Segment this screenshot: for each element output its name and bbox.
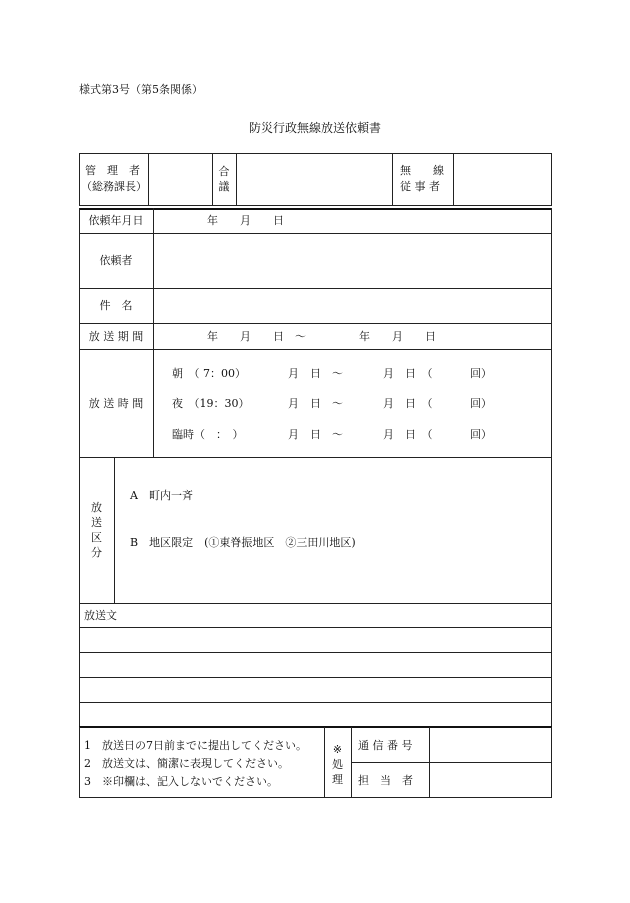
consult-seal-box[interactable] [237,154,392,205]
requester-field[interactable] [154,234,551,288]
period-from: 年 月 日 ～ [207,330,306,343]
period-label: 放 送 期 間 [88,330,144,343]
time-count: 回） [470,367,492,380]
time-count: 回） [470,428,492,441]
subject-label: 件 名 [99,299,133,312]
time-slot: 夜 （19：30） [172,397,250,410]
comm-number-field[interactable] [430,728,551,762]
time-count: 回） [470,397,492,410]
operator-label: 無 線 [400,164,444,177]
person-field[interactable] [430,763,551,797]
requester-label: 依頼者 [99,254,133,267]
note-3: 3 ※印欄は、記入しないでください。 [84,775,278,788]
category-label: 放 送 区 分 [91,501,102,559]
category-option-a[interactable]: A 町内一斉 [130,489,193,502]
request-date-value: 年 月 日 [207,214,284,227]
time-to: 月 日 （ [383,367,433,380]
time-label: 放 送 時 間 [88,397,144,410]
manager-sublabel: （総務課長） [81,180,147,193]
operator-sublabel: 従 事 者 [400,180,440,193]
note-1: 1 放送日の7日前までに提出してください。 [84,739,307,752]
time-slot: 朝 （ 7：00） [172,367,246,380]
processing-label: ※ 処 理 [332,743,343,786]
time-from: 月 日 ～ [288,397,343,410]
subject-field[interactable] [154,289,551,323]
category-option-b[interactable]: B 地区限定 (①東脊振地区 ②三田川地区) [130,536,356,549]
note-2: 2 放送文は、簡潔に表現してください。 [84,757,289,770]
consult-label: 合 議 [218,165,230,193]
manager-seal-box[interactable] [149,154,212,205]
period-to: 年 月 日 [359,330,436,343]
operator-seal-box[interactable] [454,154,551,205]
message-label: 放送文 [84,609,117,622]
time-from: 月 日 ～ [288,428,343,441]
time-slot: 臨時（ ： ） [172,428,244,441]
time-to: 月 日 （ [383,428,433,441]
form-number: 様式第3号（第5条関係） [79,83,203,96]
page-title: 防災行政無線放送依頼書 [248,121,381,135]
request-date-label: 依頼年月日 [88,214,144,227]
time-to: 月 日 （ [383,397,433,410]
time-from: 月 日 ～ [288,367,343,380]
request-date-field[interactable] [154,210,551,233]
period-field[interactable] [154,324,551,349]
comm-number-label: 通 信 番 号 [358,739,413,752]
person-label: 担 当 者 [358,774,413,787]
message-field[interactable] [80,628,551,726]
manager-label: 管 理 者 [85,164,140,177]
